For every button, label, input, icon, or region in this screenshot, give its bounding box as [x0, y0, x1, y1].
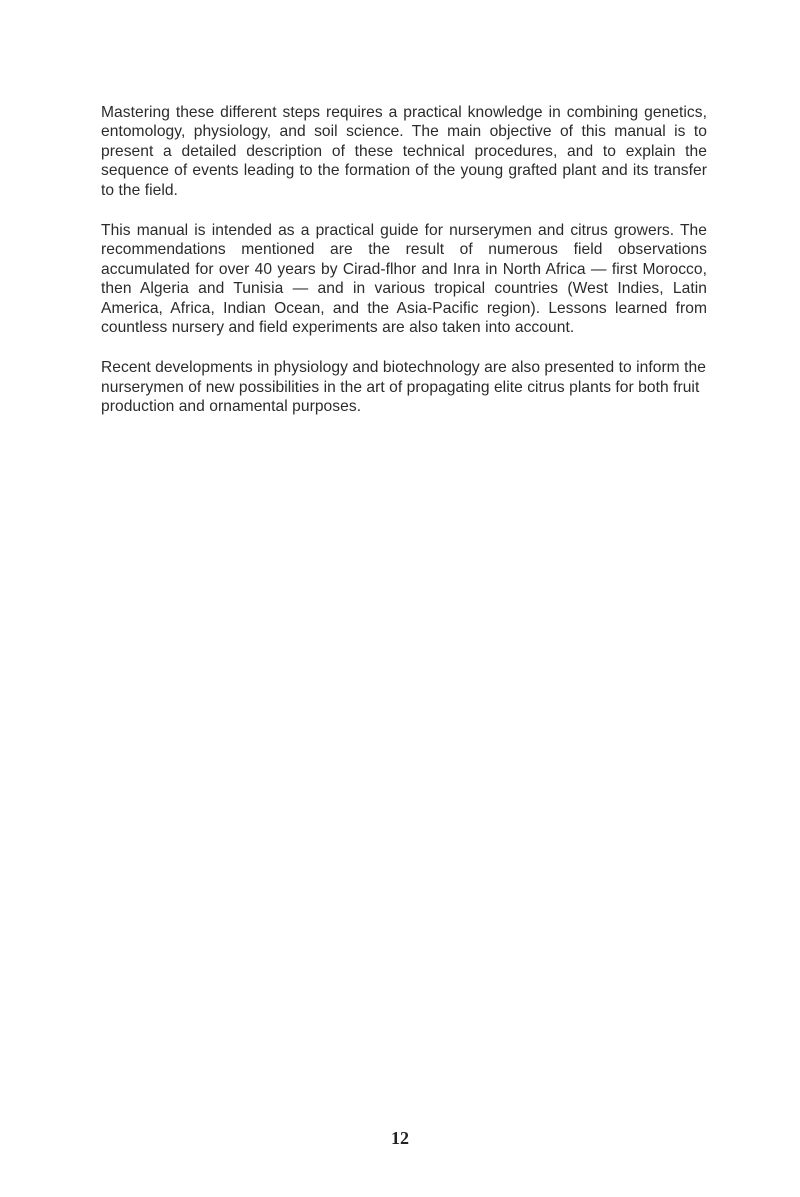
paragraph-objective: Mastering these different steps requires a practical knowledge in combining genetics, entomology, physiology, and soil science. The main objective of this manual is to present a detailed description of these technical procedures, and to explain the sequence of events leading to the formation of the young grafted plant and its transfer to the field. [101, 104, 707, 199]
body-text [101, 103, 707, 438]
paragraph-intended-use: This manual is intended as a practical guide for nurserymen and citrus growers. The recommendations mentioned are the result of numerous field observations accumulated for over 40 years by Cirad-flhor and Inra in North Africa — first Morocco, then Algeria and Tunisia — and in various tropical countries (West Indies, Latin America, Africa, Indian Ocean, and the Asia-Pacific region). Lessons learned from countless nursery and field experiments are also taken into account. [101, 222, 707, 337]
paragraph-recent-developments: Recent developments in physiology and biotechnology are also presented to inform the nurserymen of new possibilities in the art of propagating elite citrus plants for both fruit production and ornamental purposes. [101, 359, 706, 416]
page-number: 12 [391, 1128, 409, 1148]
